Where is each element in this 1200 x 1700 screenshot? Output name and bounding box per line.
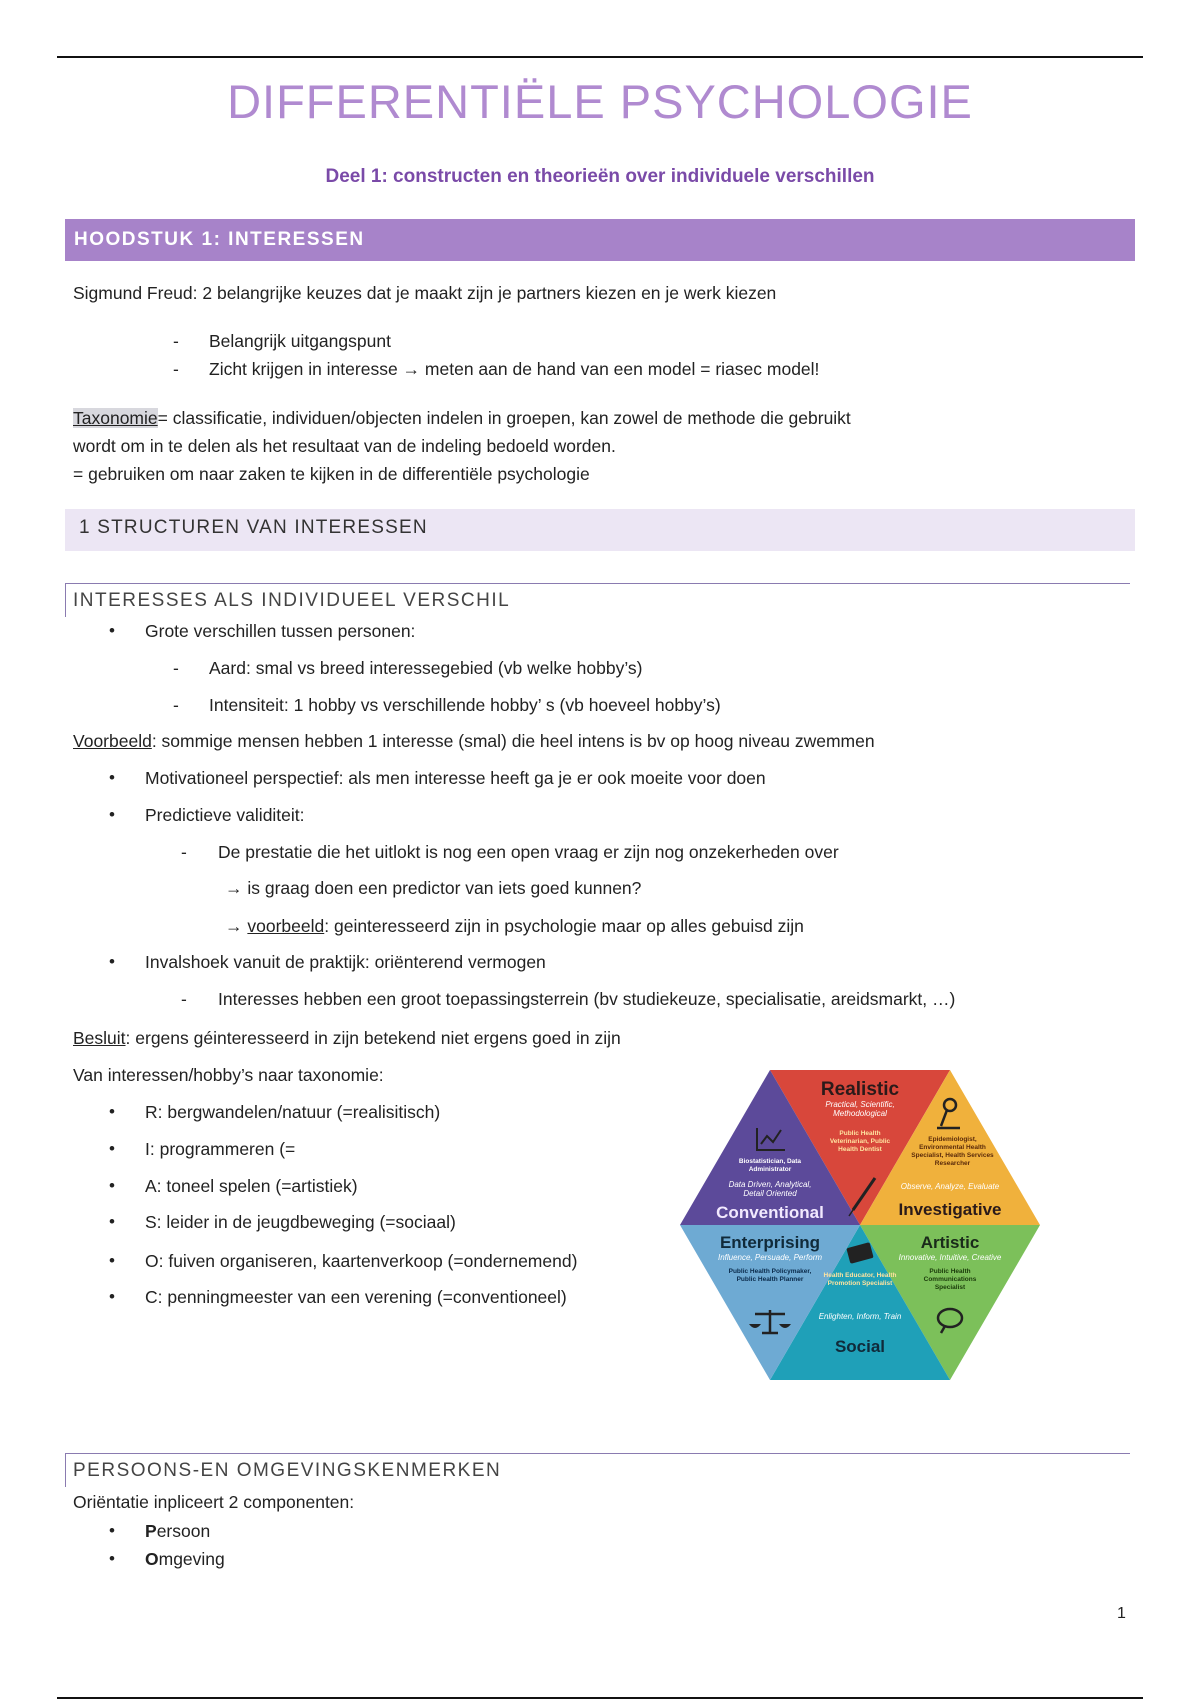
taxonomy-definition-cont: wordt om in te delen als het resultaat van de indeling bedoeld worden. (73, 436, 616, 456)
social-jobs: Health Educator, Health Promotion Specialist (823, 1272, 897, 1287)
freud-paragraph: Sigmund Freud: 2 belangrijke keuzes dat je maakt zijn je partners kiezen en je werk kiezen (73, 283, 777, 303)
enterprising-tag-box (715, 1253, 825, 1267)
artistic-title: Artistic (920, 1233, 980, 1252)
taxonomy-term: Taxonomie (73, 408, 158, 428)
artistic-jobs-box (915, 1268, 985, 1303)
page-number: 1 (1117, 1605, 1126, 1622)
subheading-interests-difference: INTERESSES ALS INDIVIDUEEL VERSCHIL (65, 583, 1130, 617)
conventional-title: Conventional (716, 1203, 824, 1222)
bullet-marker: • (109, 621, 115, 640)
investigative-tag-box (895, 1182, 1005, 1196)
document-subtitle: Deel 1: constructen en theorieën over individuele verschillen (325, 166, 875, 187)
riasec-item: C: penningmeester van een verening (=conventioneel) (145, 1287, 567, 1307)
bullet-marker: • (109, 952, 115, 971)
conventional-tag: Data Driven, Analytical, Detail Oriented (728, 1180, 812, 1198)
bullet-text: Invalshoek vanuit de praktijk: oriënterend vermogen (145, 952, 546, 972)
bullet-marker: • (109, 1102, 115, 1121)
bullet-marker: • (109, 1549, 115, 1568)
bullet-marker: • (109, 1212, 115, 1231)
bottom-rule (57, 1697, 1143, 1699)
riasec-item: S: leider in de jeugdbeweging (=sociaal) (145, 1212, 456, 1232)
dash-marker: - (173, 695, 179, 715)
bullet-marker: • (109, 1251, 115, 1270)
enterprising-jobs-box (725, 1268, 815, 1293)
bullet-text: Predictieve validiteit: (145, 805, 305, 825)
taxonomy-usage: = gebruiken om naar zaken te kijken in de differentiële psychologie (73, 464, 590, 484)
investigative-tag: Observe, Analyze, Evaluate (900, 1182, 1000, 1191)
component-item: Persoon (145, 1521, 211, 1541)
conventional-jobs-box (720, 1158, 820, 1178)
component-item: Omgeving (145, 1549, 225, 1569)
orientation-intro: Oriëntatie inpliceert 2 componenten: (73, 1492, 355, 1512)
bullet-marker: • (109, 768, 115, 787)
enterprising-jobs: Public Health Policymaker, Public Health Planner (728, 1268, 812, 1283)
intro-point: Belangrijk uitgangspunt (209, 331, 391, 351)
sub-point: Interesses hebben een groot toepassingsterrein (bv studiekeuze, specialisatie, areidsmarkt, …) (218, 989, 956, 1009)
dash-marker: - (181, 989, 187, 1009)
bullet-marker: • (109, 805, 115, 824)
section-heading: 1 STRUCTUREN VAN INTERESSEN (65, 509, 1135, 551)
artistic-tag: Innovative, Intuitive, Creative (898, 1253, 1002, 1262)
social-tag: Enlighten, Inform, Train (818, 1312, 902, 1321)
sub-point: De prestatie die het uitlokt is nog een open vraag er zijn nog onzekerheden over (218, 842, 839, 862)
riasec-item: R: bergwandelen/natuur (=realisitisch) (145, 1102, 441, 1122)
riasec-item: I: programmeren (= (145, 1139, 296, 1159)
riasec-item: A: toneel spelen (=artistiek) (145, 1176, 358, 1196)
arrow-point: → is graag doen een predictor van iets goed kunnen? (225, 878, 642, 898)
bullet-marker: • (109, 1176, 115, 1195)
conclusion-paragraph: Besluit: ergens géinteresseerd in zijn betekend niet ergens goed in zijn (73, 1028, 621, 1048)
riasec-item: O: fuiven organiseren, kaartenverkoop (=ondernemend) (145, 1251, 578, 1271)
realistic-tag-box (810, 1100, 910, 1132)
sub-point: Aard: smal vs breed interessegebied (vb welke hobby’s) (209, 658, 643, 678)
social-jobs-box (815, 1272, 905, 1307)
realistic-jobs: Public Health Veterinarian, Public Health Dentist (829, 1130, 891, 1153)
realistic-tag: Practical, Scientific, Methodological (825, 1100, 895, 1118)
bullet-text: Motivationeel perspectief: als men interesse heeft ga je er ook moeite voor doen (145, 768, 766, 788)
social-title: Social (834, 1337, 886, 1356)
example-paragraph: Voorbeeld: sommige mensen hebben 1 interesse (smal) die heel intens is bv op hoog niveau zwemmen (73, 731, 875, 751)
artistic-jobs: Public Health Communications Specialist (923, 1268, 977, 1291)
enterprising-tag: Influence, Persuade, Perform (717, 1253, 823, 1262)
realistic-jobs-box (820, 1130, 900, 1170)
document-title: DIFFERENTIËLE PSYCHOLOGIE (227, 75, 973, 128)
conventional-tag-box (720, 1180, 820, 1204)
dash-marker: - (173, 331, 179, 351)
arrow-point: → voorbeeld: geinteresseerd zijn in psychologie maar op alles gebuisd zijn (225, 916, 804, 936)
investigative-jobs-box (905, 1136, 1000, 1181)
social-tag-box (805, 1312, 915, 1326)
taxonomy-definition: Taxonomie= classificatie, individuen/objecten indelen in groepen, kan zowel de methode die gebruikt (73, 408, 851, 428)
dash-marker: - (181, 842, 187, 862)
investigative-title: Investigative (898, 1200, 1002, 1219)
bullet-marker: • (109, 1139, 115, 1158)
conventional-jobs: Biostatistician, Data Administrator (738, 1158, 802, 1173)
realistic-title: Realistic (820, 1079, 900, 1100)
chapter-heading: HOODSTUK 1: INTERESSEN (65, 219, 1135, 261)
bullet-marker: • (109, 1521, 115, 1540)
riasec-hexagon-diagram (675, 1060, 1045, 1390)
subheading-person-environment: PERSOONS-EN OMGEVINGSKENMERKEN (65, 1453, 1130, 1487)
investigative-jobs: Epidemiologist, Environmental Health Specialist, Health Services Researcher (911, 1136, 994, 1167)
taxonomy-intro: Van interessen/hobby’s naar taxonomie: (73, 1065, 384, 1085)
bullet-text: Grote verschillen tussen personen: (145, 621, 416, 641)
bullet-marker: • (109, 1287, 115, 1306)
enterprising-title: Enterprising (719, 1233, 821, 1252)
top-rule (57, 56, 1143, 58)
intro-point: Zicht krijgen in interesse → meten aan de hand van een model = riasec model! (209, 359, 820, 379)
sub-point: Intensiteit: 1 hobby vs verschillende hobby’ s (vb hoeveel hobby’s) (209, 695, 721, 715)
dash-marker: - (173, 658, 179, 678)
dash-marker: - (173, 359, 179, 379)
artistic-tag-box (895, 1253, 1005, 1267)
